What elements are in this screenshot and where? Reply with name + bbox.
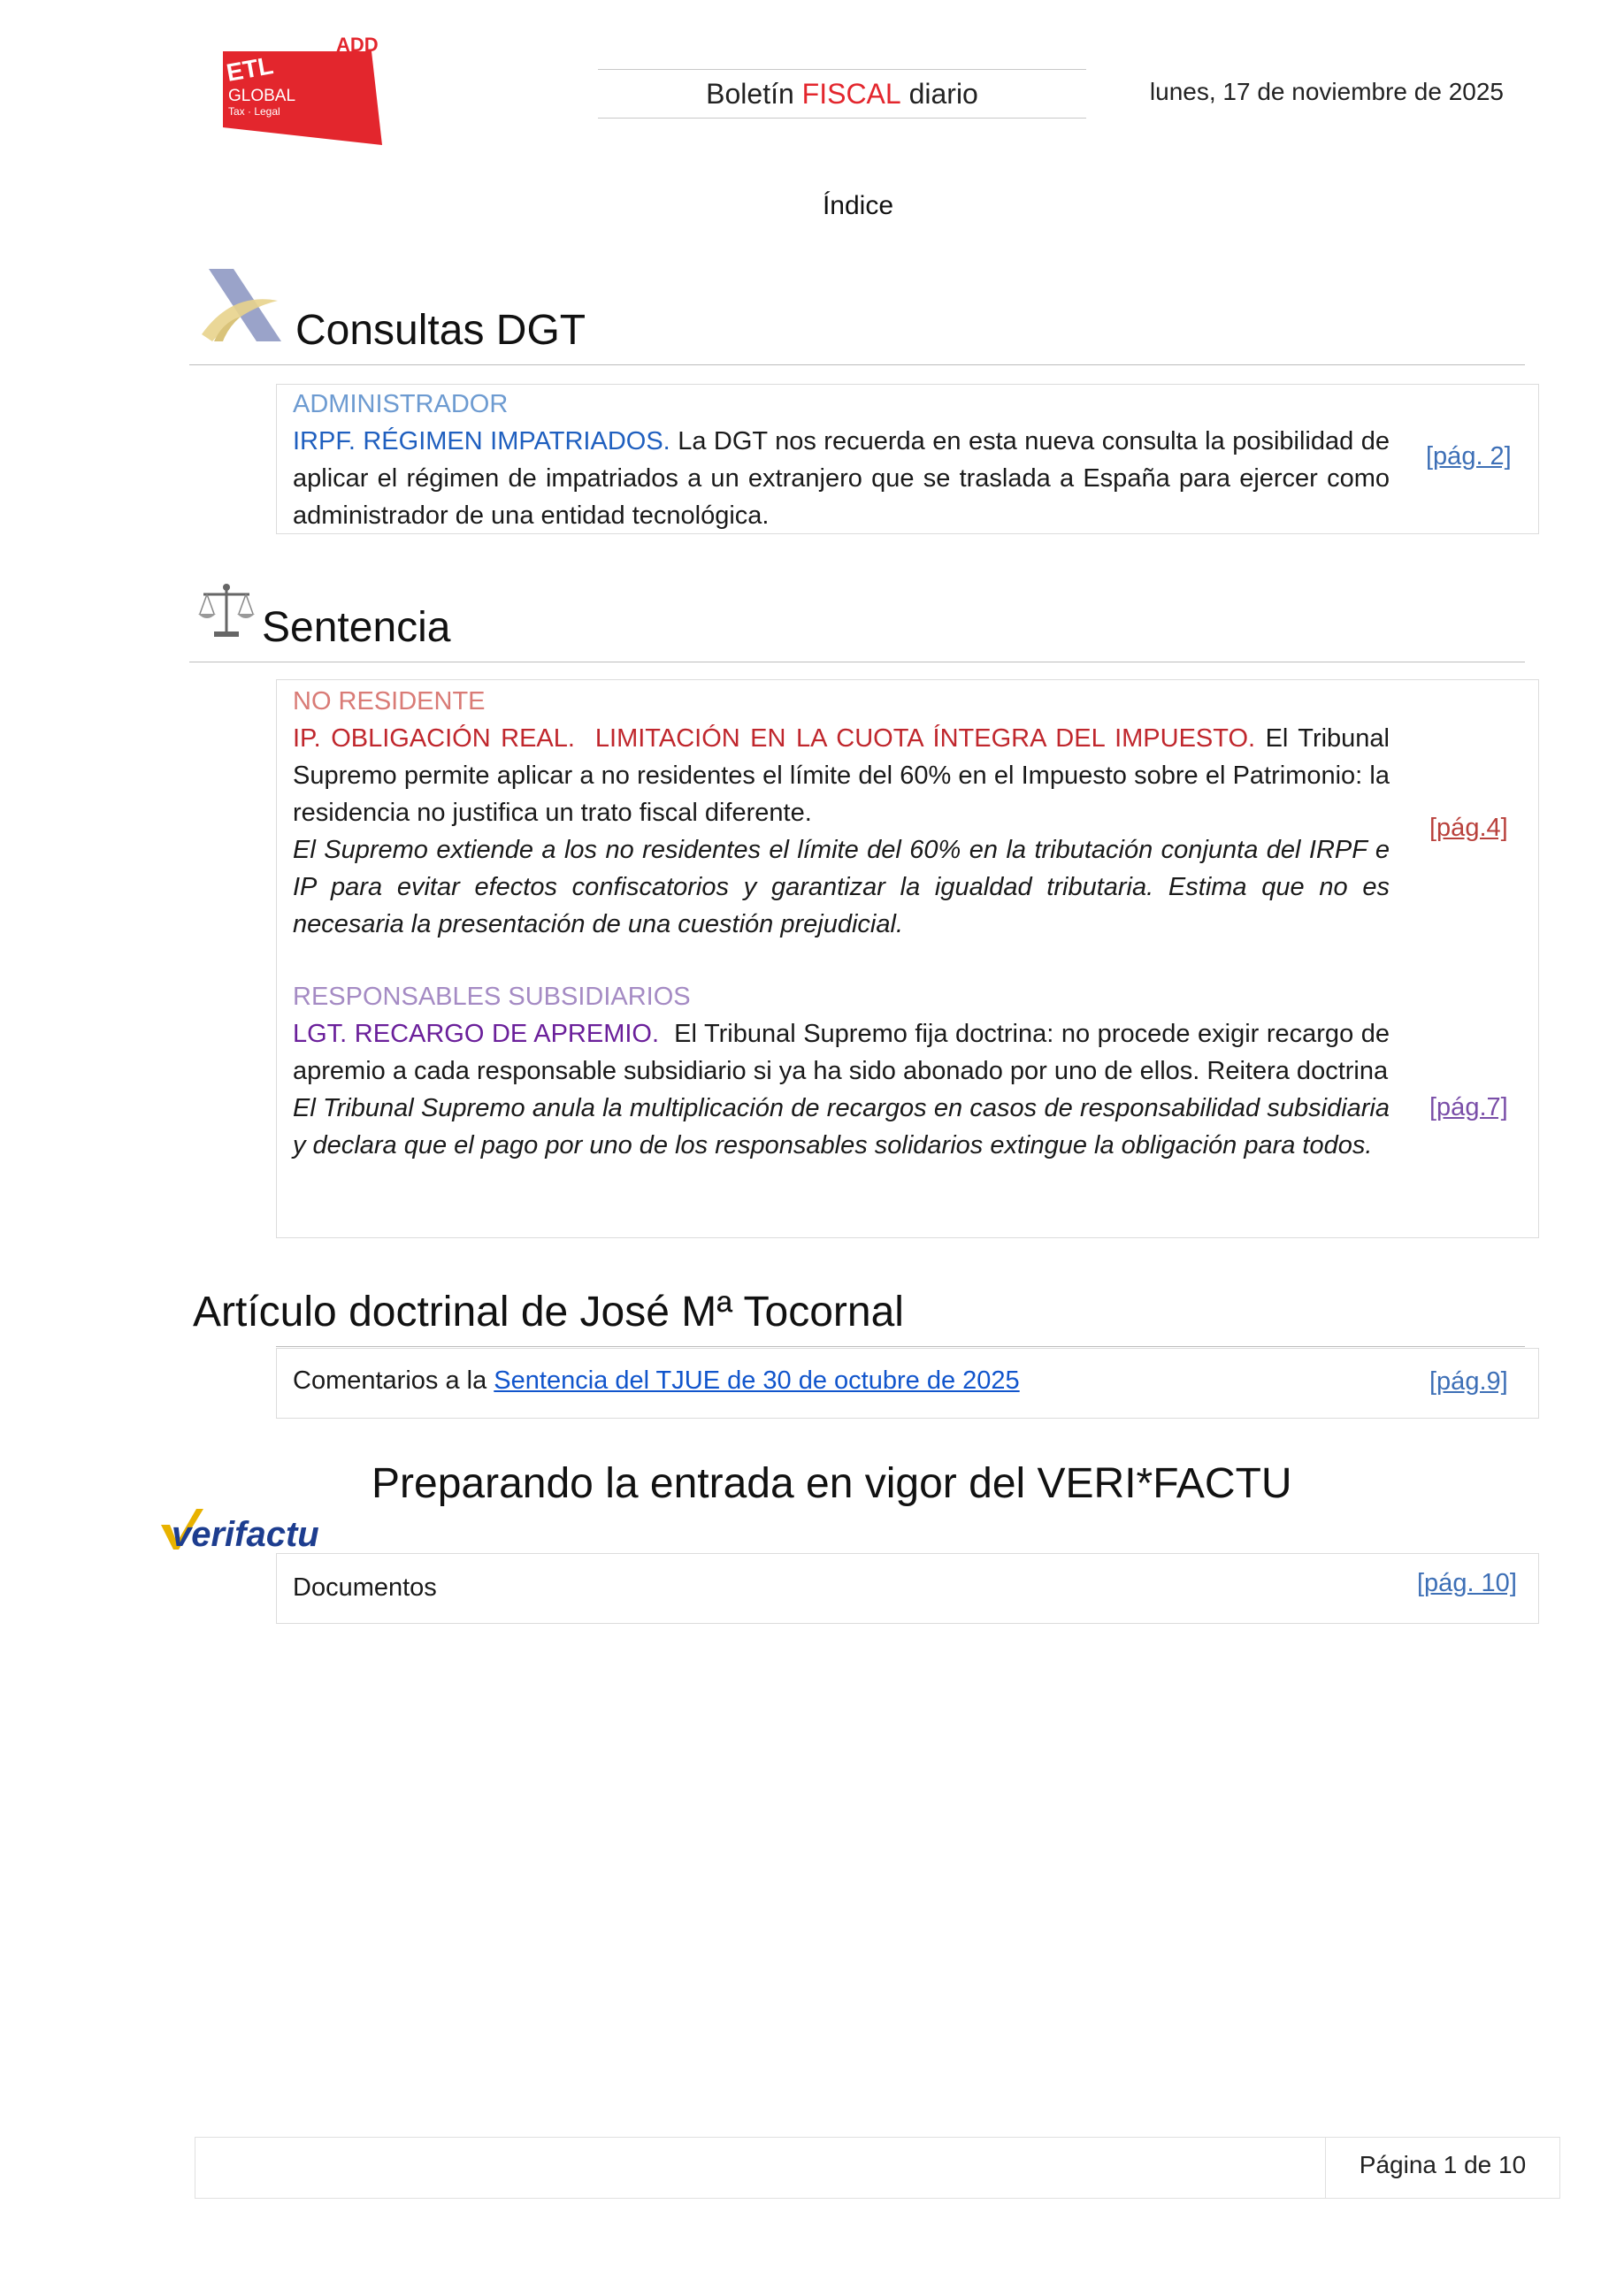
- entry-verifactu: [293, 1569, 1390, 1606]
- entry-responsables: [293, 978, 1398, 1164]
- entry-category: RESPONSABLES SUBSIDIARIOS: [293, 983, 691, 1011]
- verifactu-logo-text: verifactu: [172, 1515, 319, 1553]
- bulletin-title-post: diario: [900, 77, 978, 110]
- section-rule-articulo: [276, 1346, 1525, 1347]
- tjue-sentence-link[interactable]: Sentencia del TJUE de 30 de octubre de 2025: [494, 1366, 1020, 1395]
- section-title-articulo: Artículo doctrinal de José Mª Tocornal: [193, 1289, 904, 1336]
- page-link-verifactu[interactable]: [pág. 10]: [1417, 1569, 1517, 1597]
- entry-no-residente: [293, 683, 1390, 943]
- section-title-verifactu: Preparando la entrada en vigor del VERI*FACTU: [372, 1460, 1292, 1507]
- section-title-dgt: Consultas DGT: [295, 307, 586, 354]
- logo-global: GLOBAL: [228, 87, 296, 105]
- page-link-articulo[interactable]: [pág.9]: [1429, 1367, 1508, 1396]
- entry-category: ADMINISTRADOR: [293, 390, 509, 418]
- bulletin-title: [598, 69, 1086, 119]
- entry-headline[interactable]: IP. OBLIGACIÓN REAL. LIMITACIÓN EN LA CUOTA ÍNTEGRA DEL IMPUESTO.: [293, 724, 1256, 753]
- page-number: Página 1 de 10: [1359, 2151, 1527, 2178]
- entry-text: La DGT nos recuerda en esta nueva consulta la posibilidad de aplicar el régimen de impatriados a un extranjero que se traslada a España para ejercer como administrador de una entidad tecnológica.: [293, 427, 1390, 530]
- entry-text: El Tribunal Supremo permite aplicar a no residentes el límite del 60% en el Impuesto sobre el Patrimonio: la residencia no justifica un trato fiscal diferente.: [293, 724, 1390, 827]
- index-title: Índice: [822, 191, 894, 220]
- bulletin-title-pre: Boletín: [706, 77, 802, 110]
- logo-tagline: Tax · Legal: [228, 105, 280, 118]
- verifactu-logo-icon: [157, 1504, 334, 1553]
- entry-headline[interactable]: LGT. RECARGO DE APREMIO.: [293, 1020, 660, 1048]
- entry-category: NO RESIDENTE: [293, 687, 486, 716]
- page-link-responsables[interactable]: [pág.7]: [1429, 1093, 1508, 1121]
- aeat-logo-icon: [196, 265, 285, 347]
- entry-text-pre: Comentarios a la: [293, 1366, 494, 1395]
- section-title-sentencia: Sentencia: [262, 604, 451, 651]
- logo-add: ADD: [336, 35, 379, 56]
- bulletin-date: lunes, 17 de noviembre de 2025: [1149, 78, 1504, 105]
- entry-dgt: [293, 386, 1390, 534]
- entry-summary: El Supremo extiende a los no residentes el límite del 60% en la tributación conjunta del IRPF e IP para evitar efectos confiscatorios y garantizar la igualdad tributaria. Estima que no es necesaria la presentación de una cuestión prejudicial.: [293, 836, 1390, 938]
- etl-global-logo: [216, 35, 382, 145]
- logo-etl: ETL: [224, 51, 276, 87]
- entry-summary: El Tribunal Supremo anula la multiplicación de recargos en casos de responsabilidad subsidiaria y declara que el pago por uno de los responsables solidarios extingue la obligación para todos.: [293, 1094, 1390, 1159]
- entry-articulo: [293, 1362, 1390, 1399]
- footer-separator: [1325, 2137, 1326, 2199]
- scales-of-justice-icon: [196, 580, 257, 642]
- page-link-no-residente[interactable]: [pág.4]: [1429, 814, 1508, 842]
- section-rule-dgt: [189, 364, 1525, 365]
- entry-text: El Tribunal Supremo fija doctrina: no procede exigir recargo de apremio a cada responsable subsidiario si ya ha sido abonado por uno de ellos. Reitera doctrina: [293, 1020, 1398, 1085]
- bulletin-title-accent: FISCAL: [801, 77, 901, 110]
- entry-text: Documentos: [293, 1573, 437, 1602]
- page-link-dgt[interactable]: [pág. 2]: [1426, 442, 1512, 471]
- entry-headline[interactable]: IRPF. RÉGIMEN IMPATRIADOS.: [293, 427, 670, 455]
